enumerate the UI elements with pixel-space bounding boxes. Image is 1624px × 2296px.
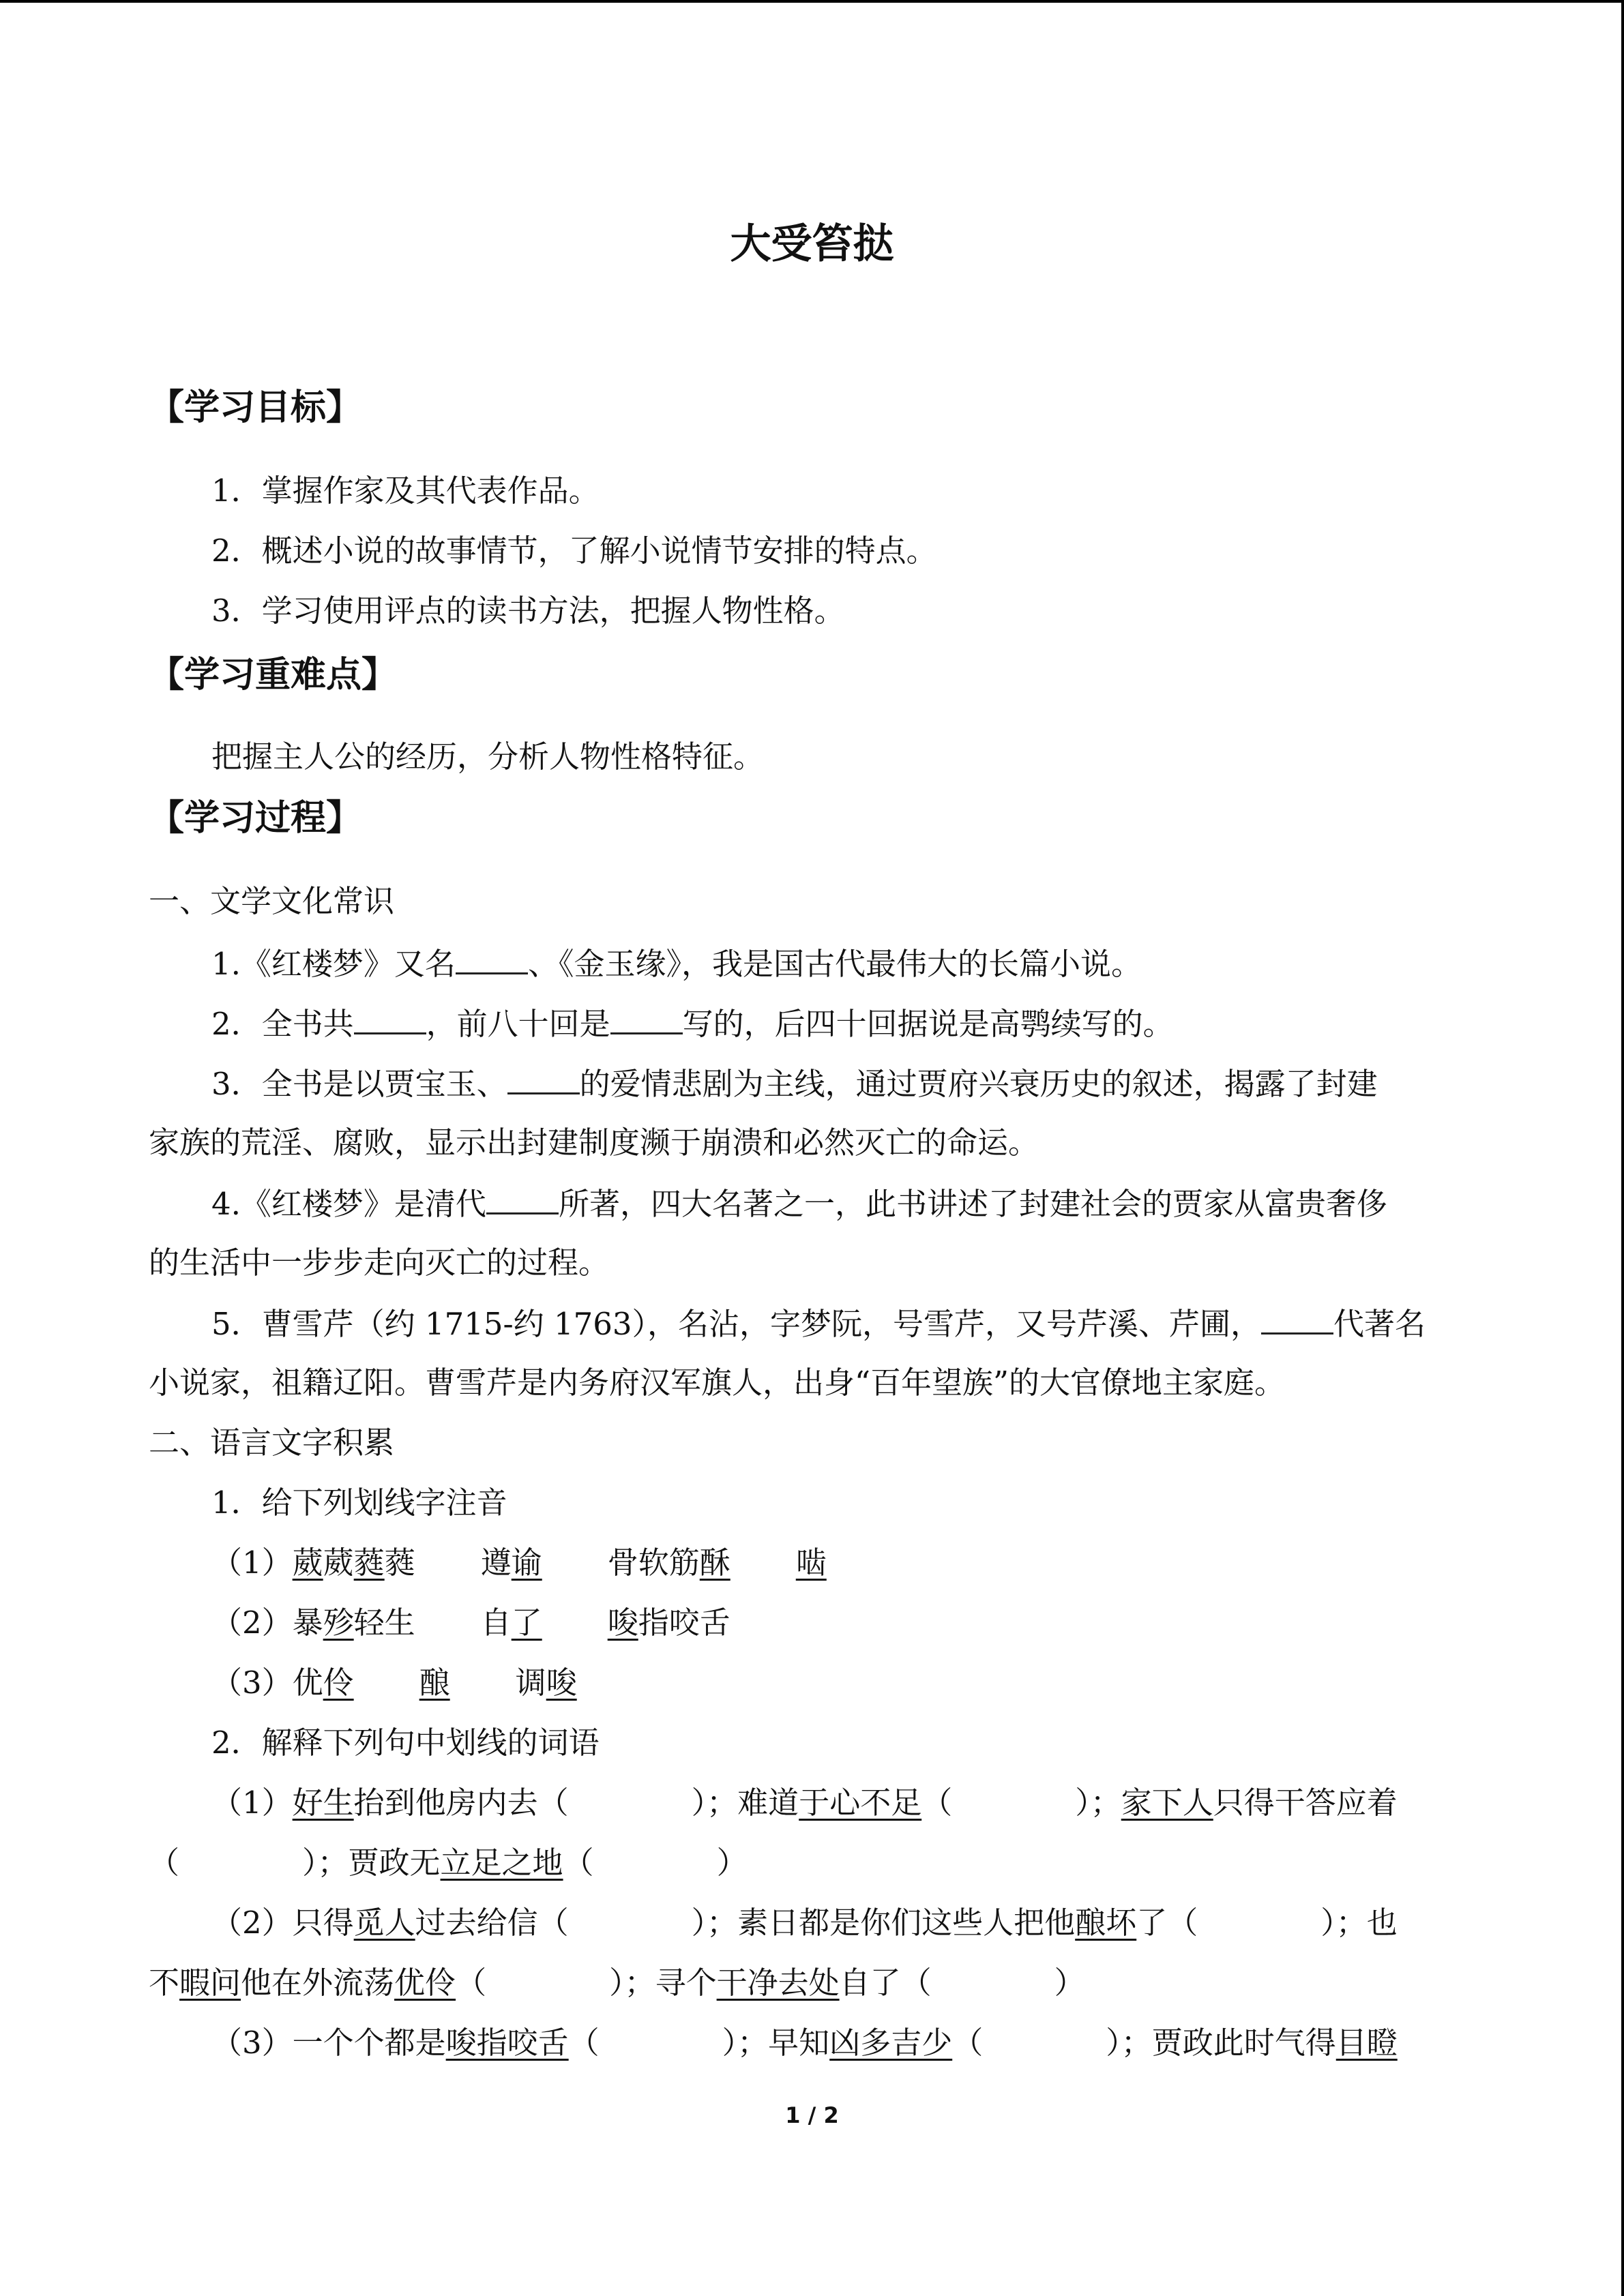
explain-2-line-1 [211,1903,1398,1943]
q2-blank-1[interactable] [354,1002,426,1034]
e2-prefix: （2）只得 [211,1905,354,1941]
q5-text-b: 代著名 [1333,1306,1426,1342]
q4-text-a: 4.《红楼梦》是清代 [211,1186,486,1222]
q1-blank[interactable] [456,942,528,974]
r2-w1b: 殄 [323,1605,354,1641]
q3-line-1 [211,1062,1378,1105]
e2-l2c: （ [456,1965,487,2001]
r2-w3a: 唆 [607,1605,638,1641]
r1-w1c: 蕤 [384,1545,415,1581]
e2-u3: 暇问 [179,1965,241,2001]
q3-text-b: 的爱情悲剧为主线，通过贾府兴衰历史的叙述，揭露了封建 [579,1066,1378,1102]
e2-l2f: ） [1054,1965,1085,2001]
part2-sub2: 2．解释下列句中划线的词语 [211,1725,600,1761]
q1-text-a: 1.《红楼梦》又名 [211,946,456,982]
e2-u5: 干净去处 [716,1965,840,2001]
e1-l2c: （ [563,1845,594,1881]
e1-t1: 抬到他房内去（ [353,1785,569,1821]
r1-w1b: 蕤 [353,1545,385,1581]
part2-heading: 二、语言文字积累 [149,1425,395,1461]
part2-sub1: 1．给下列划线字注音 [211,1485,507,1521]
q5-line-2: 小说家，祖籍辽阳。曹雪芹是内务府汉军旗人，出身“百年望族”的大官僚地主家庭。 [149,1365,1286,1401]
q2-text-a: 2．全书共 [211,1006,354,1042]
q5-line-1 [211,1302,1426,1345]
pinyin-row-3 [211,1663,577,1703]
q1-text-b: 、《金玉缘》，我是国古代最伟大的长篇小说。 [527,946,1142,982]
q3-line-2: 家族的荒淫、腐败，显示出封建制度濒于崩溃和必然灭亡的命运。 [149,1124,1039,1161]
key-heading: 【学习重难点】 [149,655,398,696]
e3-u3: 目瞪 [1335,2025,1398,2061]
q4-text-b: 所著，四大名著之一，此书讲述了封建社会的贾家从富贵奢侈 [558,1186,1387,1222]
r2-w2a: 自 [480,1605,512,1641]
e2-l2b: 他在外流荡 [241,1965,395,2001]
r3-prefix: （3）优 [211,1665,323,1701]
key-text: 把握主人公的经历，分析人物性格特征。 [211,739,765,775]
process-heading: 【学习过程】 [149,798,362,839]
r1-w1a: 葳 [292,1545,323,1581]
q4-line-2: 的生活中一步步走向灭亡的过程。 [149,1244,610,1281]
e1-t4: ）； [1075,1785,1121,1821]
page-border-top [0,0,1624,3]
r1-w3b: 酥 [699,1545,730,1581]
goal-2: 2．概述小说的故事情节，了解小说情节安排的特点。 [211,533,937,569]
r2-w2b: 了 [511,1605,542,1641]
q4-blank[interactable] [486,1182,559,1214]
q2 [211,1002,1174,1045]
e3-u1: 唆指咬舌 [445,2025,569,2061]
e1-l2d: ） [716,1845,748,1881]
e1-u1: 好生 [292,1785,354,1821]
e2-t1: 过去给信（ [415,1905,569,1941]
e2-l2e: 自了（ [839,1965,932,2001]
q2-blank-2[interactable] [610,1002,683,1034]
e1-l2a: （ [149,1845,180,1881]
r3-w3a: 调 [515,1665,546,1701]
q2-text-c: 写的，后四十回据说是高鹗续写的。 [682,1006,1174,1042]
e1-l2b: ）；贾政无 [302,1845,441,1881]
r2-prefix: （2）暴 [211,1605,323,1641]
q3-blank[interactable] [507,1062,580,1094]
e2-l2d: ）；寻个 [609,1965,717,2001]
r1-w2b: 谕 [511,1545,542,1581]
e2-u2: 酿坏 [1075,1905,1137,1941]
q1 [211,942,1142,985]
goal-1: 1．掌握作家及其代表作品。 [211,473,600,509]
q4-line-1 [211,1182,1387,1225]
q5-text-a: 5．曹雪芹（约 1715-约 1763），名沾，字梦阮，号雪芹，又号芹溪、芹圃， [211,1306,1261,1342]
e1-u4: 立足之地 [440,1845,563,1881]
e1-prefix: （1） [211,1785,293,1821]
explain-2-line-2 [149,1963,1085,2003]
e3-t2: ）；早知 [722,2025,830,2061]
e1-t2: ）；难道 [691,1785,799,1821]
pinyin-row-1 [211,1542,827,1583]
goals-heading: 【学习目标】 [149,387,362,428]
e3-t3: （ [952,2025,984,2061]
explain-3-line-1 [211,2023,1398,2063]
e2-t2: ）；素日都是你们这些人把他 [691,1905,1076,1941]
e2-u1: 觅人 [353,1905,415,1941]
e1-u2: 于心不足 [799,1785,922,1821]
r1-w4: 啮 [795,1545,827,1581]
explain-1-line-1 [211,1783,1398,1823]
part1-heading: 一、文学文化常识 [149,883,395,919]
e3-u2: 凶多吉少 [829,2025,953,2061]
page-title: 大受笞挞 [730,220,894,268]
e3-t4: ）；贾政此时气得 [1106,2025,1336,2061]
e1-t5: 只得干答应着 [1213,1785,1398,1821]
goal-3: 3．学习使用评点的读书方法，把握人物性格。 [211,593,845,629]
explain-1-line-2 [149,1843,748,1883]
r1-w1d: 葳 [323,1545,354,1581]
q5-blank[interactable] [1261,1302,1333,1335]
r2-w1c: 轻生 [353,1605,415,1641]
e2-t3: 了（ [1136,1905,1198,1941]
e2-t4: ）；也 [1320,1905,1398,1941]
e1-u3: 家下人 [1121,1785,1213,1821]
page-border-right [1621,0,1624,2296]
r1-prefix: （1） [211,1545,293,1581]
e3-t1: （ [568,2025,600,2061]
r2-w3b: 指咬舌 [638,1605,730,1641]
pinyin-row-2 [211,1602,730,1643]
page-number: 1 / 2 [785,2102,839,2128]
r3-w3b: 唆 [546,1665,577,1701]
e3-prefix: （3）一个个都是 [211,2025,446,2061]
r3-w2: 酿 [419,1665,450,1701]
e2-l2a: 不 [149,1965,180,2001]
q3-text-a: 3．全书是以贾宝玉、 [211,1066,507,1102]
r3-w1b: 伶 [323,1665,354,1701]
r1-w3a: 骨软筋 [607,1545,700,1581]
r1-w2a: 遵 [480,1545,512,1581]
e1-t3: （ [921,1785,953,1821]
e2-u4: 优伶 [394,1965,456,2001]
q2-text-b: ，前八十回是 [426,1006,610,1042]
